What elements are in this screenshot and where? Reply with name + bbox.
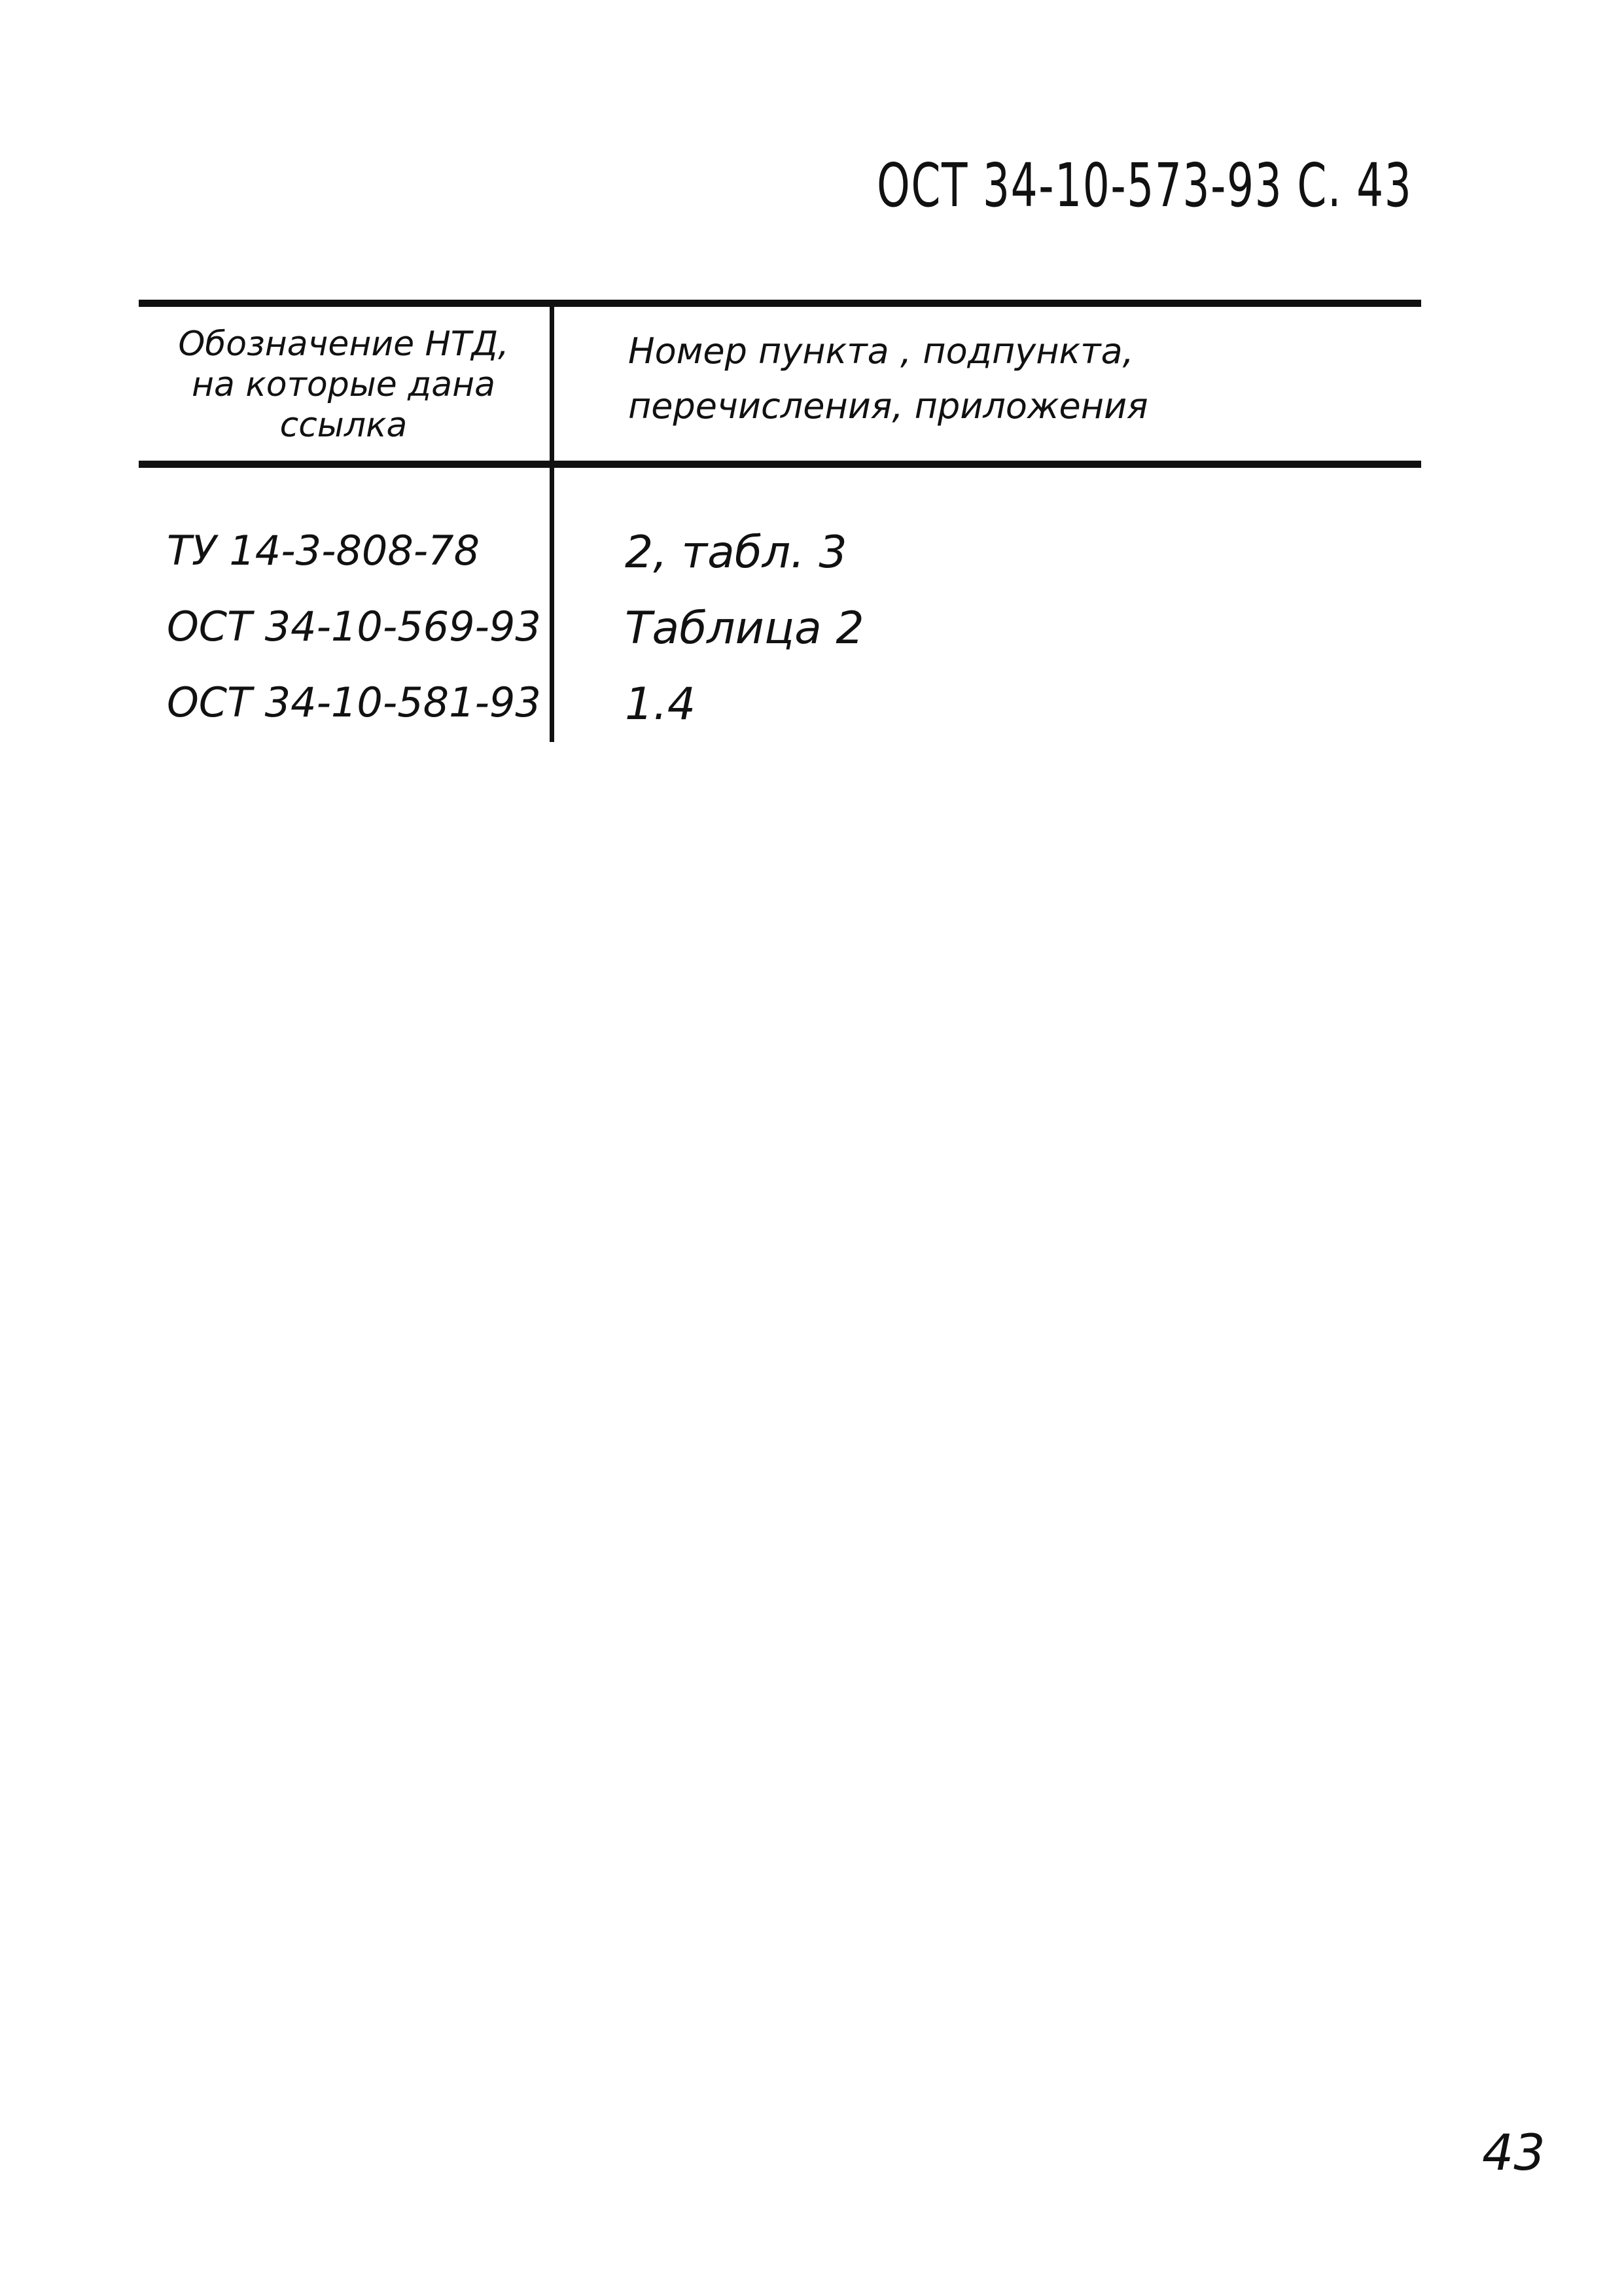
row-document: ОСТ 34-10-581-93: [167, 679, 541, 726]
table-top-rule: [139, 300, 1421, 307]
column-header-document: [141, 324, 546, 446]
table-body: [167, 527, 1279, 754]
table-header-rule: [139, 461, 1421, 468]
column-header-document-line: Обозначение НТД,: [178, 325, 509, 364]
row-document: ОСТ 34-10-569-93: [167, 603, 541, 650]
column-header-document-line: на которые дана: [192, 365, 495, 404]
row-document: ТУ 14-3-808-78: [167, 527, 480, 574]
table-row: [167, 679, 1279, 754]
document-code: ОСТ 34-10-573-93 С. 43: [877, 150, 1413, 221]
row-reference: 2, табл. 3: [625, 527, 847, 578]
page-number: 43: [1482, 2123, 1545, 2181]
row-reference: 1.4: [625, 679, 696, 730]
column-header-reference-line: Номер пункта , подпункта,: [628, 330, 1134, 372]
column-header-reference: [628, 324, 1148, 434]
row-reference: Таблица 2: [625, 603, 864, 654]
column-header-reference-line: перечисления, приложения: [628, 385, 1148, 427]
column-header-document-line: ссылка: [279, 406, 408, 445]
table-row: [167, 527, 1279, 603]
table-row: [167, 603, 1279, 679]
